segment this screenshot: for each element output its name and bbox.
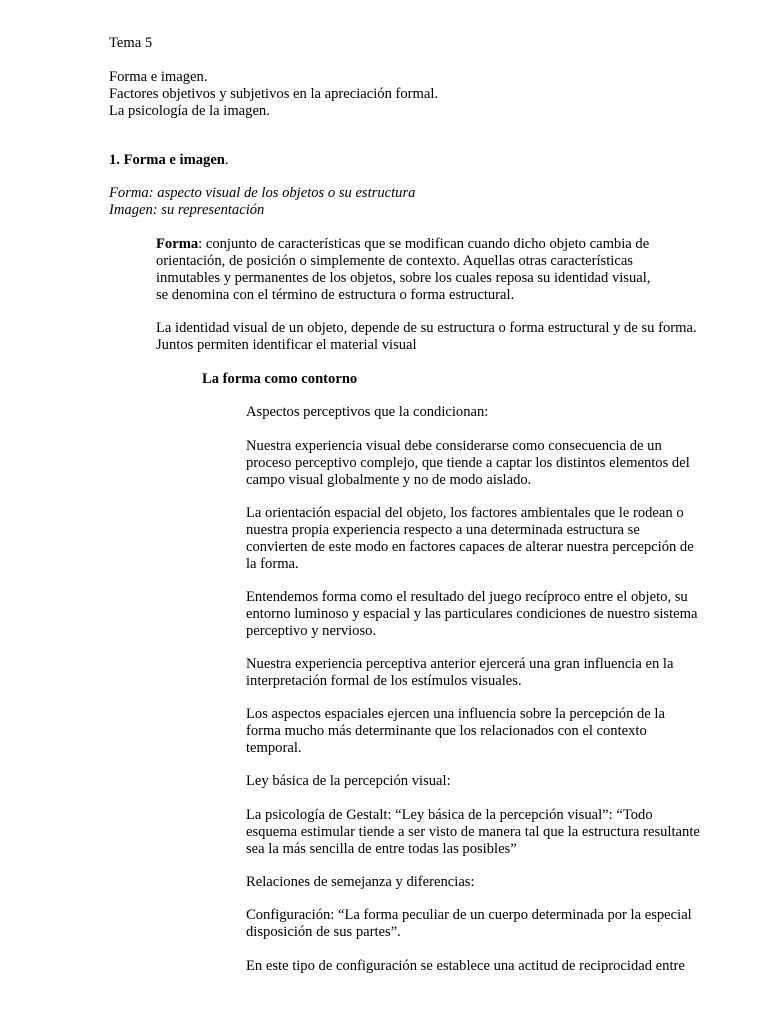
identity-paragraph-line-2: Juntos permiten identificar el material visual	[156, 337, 417, 353]
paragraph-ley-basica: Ley básica de la percepción visual:	[246, 773, 451, 789]
paragraph-experiencia-line-3: campo visual globalmente y no de modo aislado.	[246, 472, 532, 488]
forma-line-1-text: : conjunto de características que se modifican cuando dicho objeto cambia de	[198, 236, 650, 252]
paragraph-anterior-line-1: Nuestra experiencia perceptiva anterior ejercerá una gran influencia en la	[246, 656, 674, 672]
paragraph-orientacion-line-3: convierten de este modo en factores capaces de alterar nuestra percepción de	[246, 539, 694, 555]
paragraph-orientacion-line-2: nuestra propia experiencia respecto a una determinada estructura se	[246, 522, 640, 538]
forma-paragraph-line-2: orientación, de posición o simplemente de contexto. Aquellas otras características	[156, 253, 633, 269]
section-heading-period: .	[224, 152, 229, 168]
paragraph-aspectos: Aspectos perceptivos que la condicionan:	[246, 404, 489, 420]
paragraph-gestalt-line-2: esquema estimular tiende a ser visto de manera tal que la estructura resultante	[246, 824, 700, 840]
paragraph-anterior-line-2: interpretación formal de los estímulos visuales.	[246, 673, 522, 689]
paragraph-reciprocidad: En este tipo de configuración se establece una actitud de reciprocidad entre	[246, 958, 685, 974]
paragraph-espaciales-line-1: Los aspectos espaciales ejercen una influencia sobre la percepción de la	[246, 706, 665, 722]
paragraph-espaciales-line-3: temporal.	[246, 740, 302, 756]
forma-paragraph-line-4: se denomina con el término de estructura o forma estructural.	[156, 287, 515, 303]
paragraph-entendemos-line-2: entorno luminoso y espacial y las particulares condiciones de nuestro sistema	[246, 606, 698, 622]
paragraph-experiencia-line-2: proceso perceptivo complejo, que tiende a captar los distintos elementos del	[246, 455, 690, 471]
tema-label: Tema 5	[109, 35, 153, 51]
paragraph-gestalt-line-3: sea la más sencilla de entre todas las posibles”	[246, 841, 517, 857]
paragraph-configuracion-line-2: disposición de sus partes”.	[246, 924, 401, 940]
section-heading-text: 1. Forma e imagen	[109, 152, 225, 168]
paragraph-espaciales-line-2: forma mucho más determinante que los relacionados con el contexto	[246, 723, 647, 739]
forma-term: Forma	[156, 236, 199, 252]
paragraph-experiencia-line-1: Nuestra experiencia visual debe considerarse como consecuencia de un	[246, 438, 662, 454]
section-heading	[109, 152, 229, 169]
paragraph-orientacion-line-4: la forma.	[246, 556, 299, 572]
definition-forma: Forma: aspecto visual de los objetos o su estructura	[109, 185, 416, 201]
paragraph-gestalt-line-1: La psicología de Gestalt: “Ley básica de la percepción visual”: “Todo	[246, 807, 653, 823]
paragraph-entendemos-line-1: Entendemos forma como el resultado del juego recíproco entre el objeto, su	[246, 589, 688, 605]
identity-paragraph-line-1: La identidad visual de un objeto, depende de su estructura o forma estructural y de su forma.	[156, 320, 697, 336]
subtitle-3: La psicología de la imagen.	[109, 103, 270, 119]
paragraph-configuracion-line-1: Configuración: “La forma peculiar de un cuerpo determinada por la especial	[246, 907, 692, 923]
paragraph-entendemos-line-3: perceptivo y nervioso.	[246, 623, 377, 639]
forma-paragraph-line-1	[156, 236, 649, 253]
paragraph-relaciones: Relaciones de semejanza y diferencias:	[246, 874, 475, 890]
forma-paragraph-line-3: inmutables y permanentes de los objetos, sobre los cuales reposa su identidad visual,	[156, 270, 651, 286]
subtitle-1: Forma e imagen.	[109, 69, 208, 85]
paragraph-orientacion-line-1: La orientación espacial del objeto, los factores ambientales que le rodean o	[246, 505, 684, 521]
subtitle-2: Factores objetivos y subjetivos en la apreciación formal.	[109, 86, 439, 102]
subsection-heading: La forma como contorno	[202, 371, 358, 387]
definition-imagen: Imagen: su representación	[109, 202, 265, 218]
